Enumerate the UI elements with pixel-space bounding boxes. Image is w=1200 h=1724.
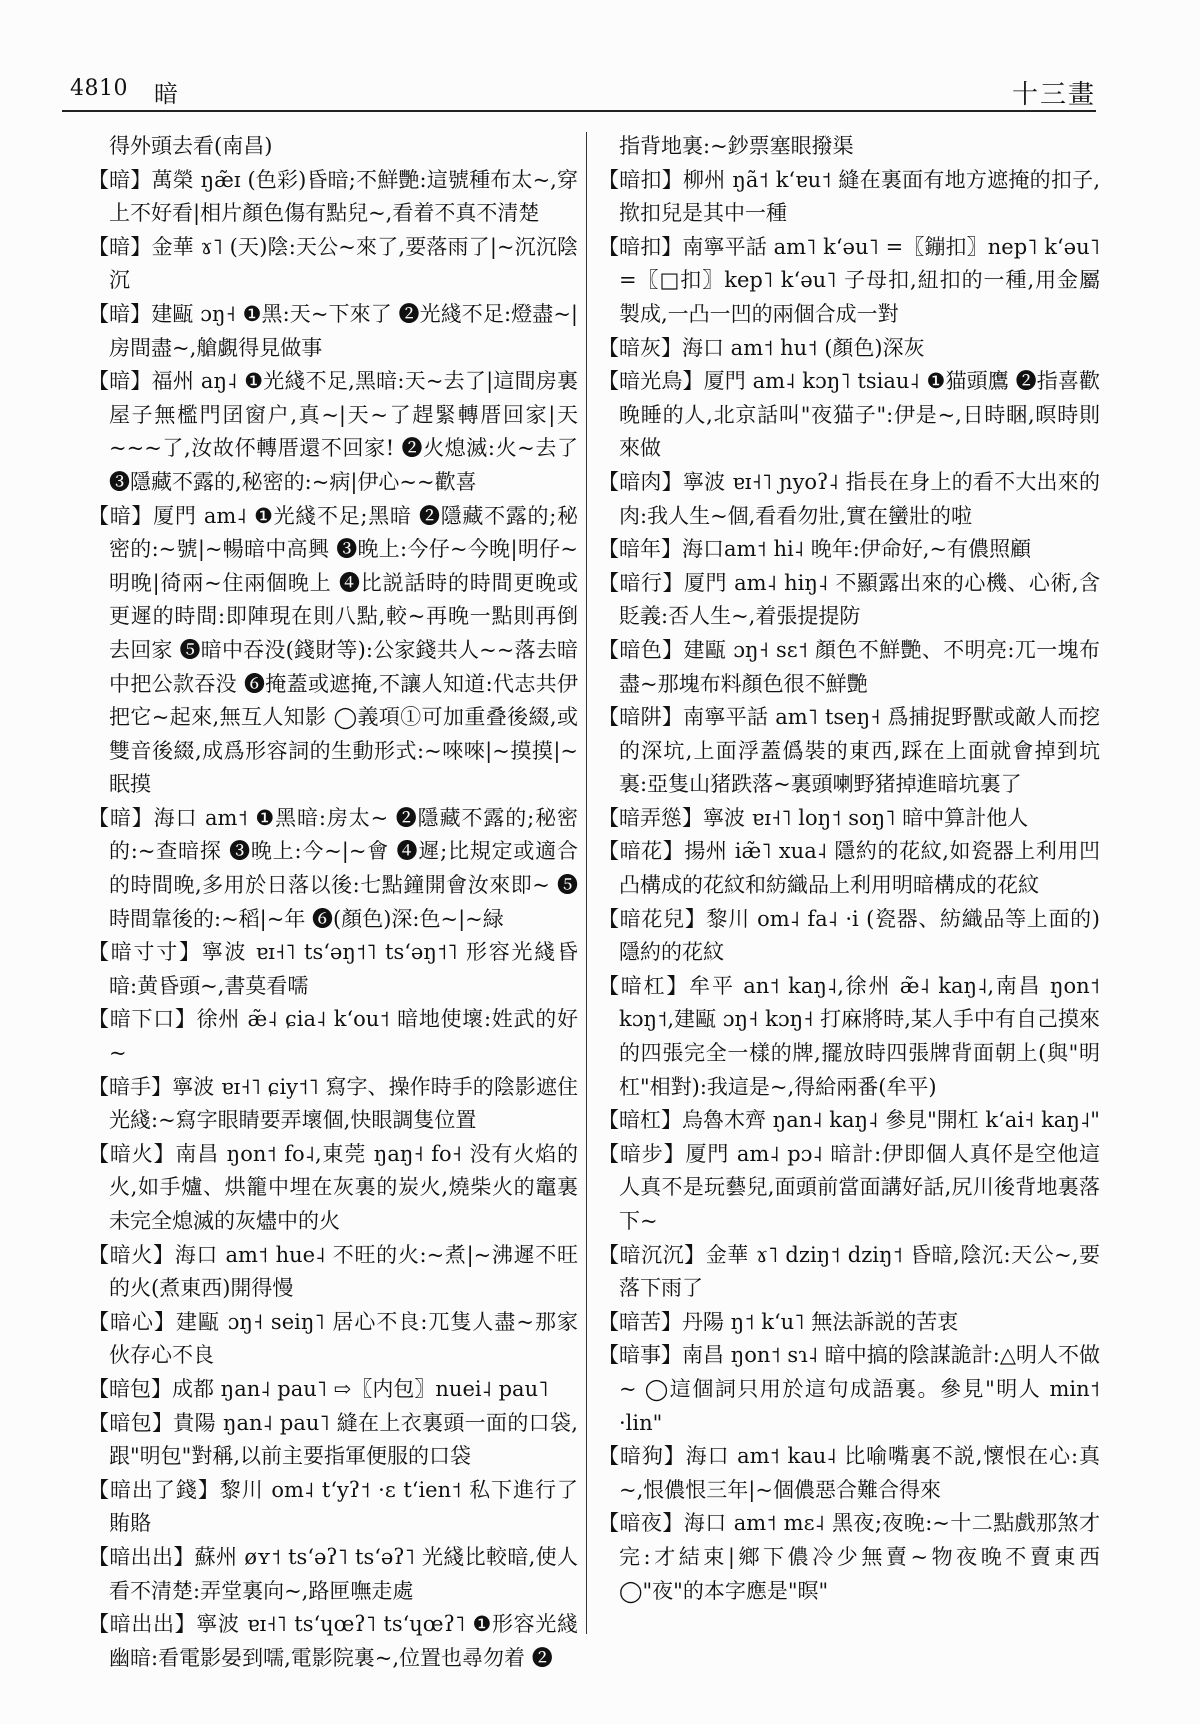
entry: 【暗灰】海口 am˦ hu˦ (顏色)深灰 bbox=[598, 335, 925, 360]
entry: 【暗出出】蘇州 øʏ˦ tsʻəʔ˥ tsʻəʔ˥ 光綫比較暗,使人看不清楚:弄堂裏向~,路匣嘸走處 bbox=[88, 1544, 578, 1603]
entry: 【暗色】建甌 ɔŋ˧ sɛ˦ 顏色不鮮艷、不明亮:兀一塊布盡~那塊布料顏色很不鮮艷 bbox=[598, 637, 1100, 696]
entry: 【暗杠】烏魯木齊 ŋan˨ kaŋ˨ 參見"開杠 kʻai˧ kaŋ˨" bbox=[598, 1108, 1100, 1133]
page-header bbox=[62, 68, 1096, 114]
entry: 【暗包】成都 ŋan˨ pau˥ ⇨〖内包〗nuei˨ pau˥ bbox=[88, 1376, 549, 1401]
header-rule bbox=[62, 110, 1096, 112]
entry: 【暗扣】柳州 ŋã˦ kʻɐu˦ 縫在裏面有地方遮掩的扣子,揿扣兒是其中一種 bbox=[598, 167, 1100, 226]
entry: 【暗光鳥】厦門 am˨ kɔŋ˥ tsiau˨ ❶猫頭鷹 ❷指喜歡晚睡的人,北京話叫"夜猫子":伊是~,日時睏,暝時則來做 bbox=[598, 369, 1100, 461]
head-character: 暗 bbox=[154, 80, 178, 108]
page-number: 4810 bbox=[70, 76, 128, 101]
entry: 【暗夜】海口 am˦ mɛ˨ 黑夜;夜晚:~十二點戲那煞才完:才結束|鄉下儂冷少無賣~物夜晚不賣東西 ◯"夜"的本字應是"暝" bbox=[598, 1511, 1100, 1603]
entry: 【暗寸寸】寧波 ɐɪ˧˥ tsʻəŋ˦˥ tsʻəŋ˦˥ 形容光綫昏暗:黄昏頭~,書莫看嚅 bbox=[88, 940, 578, 998]
entry: 【暗事】南昌 ŋon˦ sɿ˨ 暗中搞的陰謀詭計:△明人不做~ ◯這個詞只用於這句成語裏。參見"明人 min˦ ·lin" bbox=[598, 1343, 1100, 1435]
entry: 【暗手】寧波 ɐɪ˧˥ ɕiy˦˥ 寫字、操作時手的陰影遮住光綫:~寫字眼睛要弄壞個,快眼調隻位置 bbox=[88, 1074, 578, 1133]
entry: 【暗弄慫】寧波 ɐɪ˧˥ loŋ˦ soŋ˥ 暗中算計他人 bbox=[598, 805, 1029, 830]
entry: 【暗年】海口am˦ hi˨ 晚年:伊命好,~有儂照顧 bbox=[598, 537, 1032, 562]
entry: 【暗出出】寧波 ɐɪ˧˥ tsʻɥœʔ˥ tsʻɥœʔ˥ ❶形容光綫幽暗:看電影晏到嚅,電影院裏~,位置也尋勿着 ❷ bbox=[88, 1612, 578, 1670]
entry: 【暗行】厦門 am˨ hiŋ˨ 不顯露出來的心機、心術,含貶義:否人生~,着張提提防 bbox=[598, 570, 1100, 629]
entry: 【暗花】揚州 iæ̃˥ xua˨ 隱約的花紋,如瓷器上利用凹凸構成的花紋和紡織品上利用明暗構成的花紋 bbox=[598, 839, 1100, 898]
entry: 【暗】萬榮 ŋæ̃ɪ (色彩)昏暗;不鮮艷:這號種布太~,穿上不好看|相片顏色傷有點兒~,看着不真不清楚 bbox=[88, 167, 578, 226]
entry: 【暗下口】徐州 æ̃˨ ɕia˨ kʻou˦ 暗地使壞:姓武的好~ bbox=[88, 1007, 578, 1066]
entry: 得外頭去看(南昌) bbox=[109, 134, 273, 158]
entry: 【暗步】厦門 am˨ pɔ˨ 暗計:伊即個人真伓是空他這人真不是玩藝兒,面頭前當面講好話,尻川後背地裏落下~ bbox=[598, 1141, 1100, 1233]
entry: 指背地裏:~鈔票塞眼撥渠 bbox=[619, 134, 854, 158]
entry: 【暗】建甌 ɔŋ˧ ❶黑:天~下來了 ❷光綫不足:燈盡~|房間盡~,艙覷得見做事 bbox=[88, 301, 578, 360]
entry: 【暗】厦門 am˨ ❶光綫不足;黑暗 ❷隱藏不露的;秘密的:~號|~暢暗中高興 ❸晚上:今仔~今晚|明仔~明晚|徛兩~住兩個晚上 ❹比説話時的時間更晚或更遲的時間:即陣現在則八點,較~再晚一點則再倒去回家 ❺暗中吞没(錢財等):公家錢共人~~落去暗中把公款吞没 ❻掩蓋或遮掩,不讓人知道:代志共伊把它~起來,無互人知影 ◯義項①可加重叠後綴,或雙音後綴,成爲形容詞的生動形式:~唻唻|~摸摸|~眠摸 bbox=[88, 503, 578, 797]
right-column bbox=[598, 130, 1100, 1608]
entry: 【暗阱】南寧平話 am˥ tseŋ˧ 爲捕捉野獸或敵人而挖的深坑,上面浮蓋僞裝的東西,踩在上面就會掉到坑裏:亞隻山猪跌落~裏頭喇野猪掉進暗坑裏了 bbox=[598, 705, 1100, 797]
entry: 【暗沉沉】金華 ɤ˥ dziŋ˦ dziŋ˦ 昏暗,陰沉:天公~,要落下雨了 bbox=[598, 1242, 1100, 1301]
left-column bbox=[88, 130, 578, 1675]
entry: 【暗火】海口 am˦ hue˨ 不旺的火:~煮|~沸遲不旺的火(煮東西)開得慢 bbox=[88, 1242, 578, 1301]
entry: 【暗】福州 aŋ˨ ❶光綫不足,黑暗:天~去了|這間房裏屋子無檻門囝窗户,真~|天~了趕緊轉厝回家|天~~~了,汝故伓轉厝還不回家! ❷火熄滅:火~去了 ❸隱藏不露的,秘密的:~病|伊心~~歡喜 bbox=[88, 369, 578, 494]
entry: 【暗扣】南寧平話 am˥ kʻəu˥ =〖鏰扣〗nep˥ kʻəu˥ =〖□扣〗kep˥ kʻəu˥ 子母扣,紐扣的一種,用金屬製成,一凸一凹的兩個合成一對 bbox=[598, 234, 1100, 326]
entry: 【暗火】南昌 ŋon˦ fo˨,東莞 ŋaŋ˧ fo˧ 没有火焰的火,如手爐、烘籠中埋在灰裏的炭火,燒柴火的竈裏未完全熄滅的灰燼中的火 bbox=[88, 1141, 578, 1233]
entry: 【暗苦】丹陽 ŋ˦ kʻu˥ 無法訴説的苦衷 bbox=[598, 1309, 959, 1334]
stroke-section-label: 十三畫 bbox=[1011, 80, 1096, 110]
entry: 【暗包】貴陽 ŋan˨ pau˥ 縫在上衣裏頭一面的口袋,跟"明包"對稱,以前主要指軍便服的口袋 bbox=[88, 1410, 578, 1469]
entry: 【暗出了錢】黎川 om˨ tʻyʔ˦ ·ɛ tʻien˦ 私下進行了賄賂 bbox=[88, 1477, 578, 1536]
entry: 【暗杠】牟平 an˦ kaŋ˨,徐州 æ̃˨ kaŋ˨,南昌 ŋon˦ kɔŋ˦,建甌 ɔŋ˧ kɔŋ˧ 打麻將時,某人手中有自己摸來的四張完全一樣的牌,擺放時四張牌背面朝上(與"明杠"相對):我這是~,得給兩番(牟平) bbox=[598, 973, 1100, 1099]
entry: 【暗心】建甌 ɔŋ˧ seiŋ˥ 居心不良:兀隻人盡~那家伙存心不良 bbox=[88, 1309, 578, 1368]
entry: 【暗狗】海口 am˦ kau˨ 比喻嘴裏不説,懷恨在心:真~,恨儂恨三年|~個儂惡合難合得來 bbox=[598, 1444, 1100, 1502]
entry: 【暗】金華 ɤ˥ (天)陰:天公~來了,要落雨了|~沉沉陰沉 bbox=[88, 234, 578, 293]
column-divider bbox=[586, 132, 587, 1634]
entry: 【暗花兒】黎川 om˨ fa˨ ·i (瓷器、紡織品等上面的)隱約的花紋 bbox=[598, 906, 1100, 965]
entry: 【暗肉】寧波 ɐɪ˧˥ ɲyoʔ˨ 指長在身上的看不大出來的肉:我人生~個,看看勿壯,實在蠻壯的啦 bbox=[598, 469, 1100, 528]
entry: 【暗】海口 am˦ ❶黑暗:房太~ ❷隱藏不露的;秘密的:~查暗探 ❸晚上:今~|~會 ❹遲;比規定或適合的時間晚,多用於日落以後:七點鐘開會汝來即~ ❺時間靠後的:~稻|~年 ❻(顏色)深:色~|~緑 bbox=[88, 805, 578, 931]
